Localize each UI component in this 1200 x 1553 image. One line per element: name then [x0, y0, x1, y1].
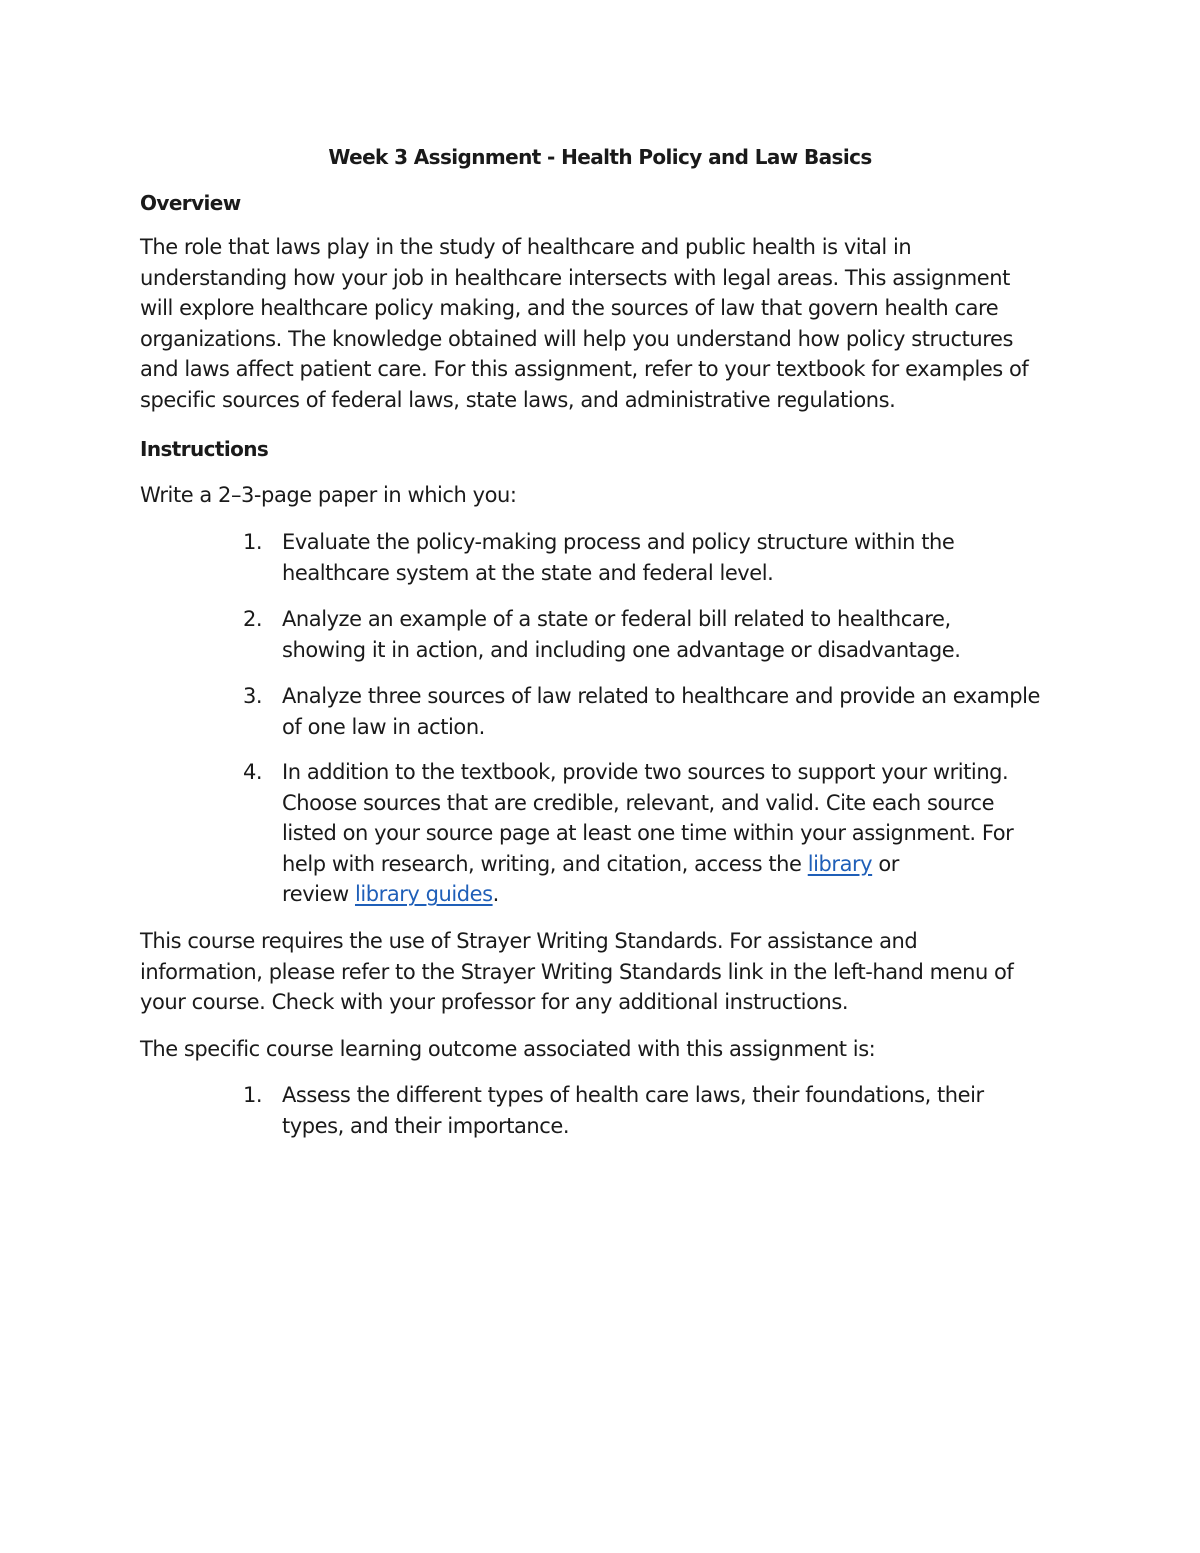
- item-line: types, and their importance.: [282, 1113, 570, 1138]
- item-line: Assess the different types of health care laws, their foundations, their: [282, 1083, 984, 1107]
- standards-paragraph: [140, 926, 1070, 1018]
- item-line: [282, 849, 1082, 880]
- overview-line: The role that laws play in the study of healthcare and public health is vital in: [140, 235, 912, 259]
- overview-heading: Overview: [140, 191, 241, 215]
- standards-line: your course. Check with your professor for any additional instructions.: [140, 990, 849, 1015]
- item-line: Evaluate the policy-making process and policy structure within the: [282, 530, 955, 554]
- item-number: 3.: [243, 684, 263, 708]
- item-line: healthcare system at the state and federal level.: [282, 560, 774, 585]
- overview-line: will explore healthcare policy making, and the sources of law that govern health care: [140, 296, 999, 321]
- item-line: listed on your source page at least one time within your assignment. For: [282, 821, 1014, 846]
- item-number: 2.: [243, 607, 263, 631]
- overview-paragraph: [140, 232, 1070, 416]
- item-line: showing it in action, and including one advantage or disadvantage.: [282, 637, 961, 662]
- item-number: 1.: [243, 530, 263, 554]
- item-text: help with research, writing, and citation, access the: [282, 851, 808, 876]
- item-line: [282, 879, 1082, 910]
- item-text: review: [282, 882, 355, 907]
- overview-line: and laws affect patient care. For this assignment, refer to your textbook for examples of: [140, 357, 1029, 382]
- item-text: or: [872, 851, 899, 876]
- overview-line: organizations. The knowledge obtained will help you understand how policy structures: [140, 326, 1013, 351]
- item-line: of one law in action.: [282, 714, 485, 739]
- standards-line: This course requires the use of Strayer Writing Standards. For assistance and: [140, 929, 918, 953]
- item-number: 4.: [243, 760, 263, 784]
- document-title: Week 3 Assignment - Health Policy and Law Basics: [328, 145, 872, 169]
- item-line: In addition to the textbook, provide two sources to support your writing.: [282, 760, 1009, 784]
- library-guides-link[interactable]: library guides: [354, 882, 493, 907]
- item-line: Choose sources that are credible, relevant, and valid. Cite each source: [282, 790, 995, 815]
- overview-line: specific sources of federal laws, state laws, and administrative regulations.: [140, 387, 896, 412]
- item-text: .: [492, 882, 499, 907]
- item-number: 1.: [243, 1083, 263, 1107]
- instructions-heading: Instructions: [140, 437, 269, 461]
- standards-line: information, please refer to the Strayer Writing Standards link in the left-hand menu of: [140, 959, 1014, 984]
- outcome-intro: The specific course learning outcome associated with this assignment is:: [140, 1037, 876, 1061]
- item-line: Analyze three sources of law related to healthcare and provide an example: [282, 684, 1040, 708]
- overview-line: understanding how your job in healthcare intersects with legal areas. This assignment: [140, 265, 1010, 290]
- library-link[interactable]: library: [807, 851, 873, 876]
- instructions-intro: Write a 2–3-page paper in which you:: [140, 483, 517, 507]
- item-line: Analyze an example of a state or federal bill related to healthcare,: [282, 607, 951, 631]
